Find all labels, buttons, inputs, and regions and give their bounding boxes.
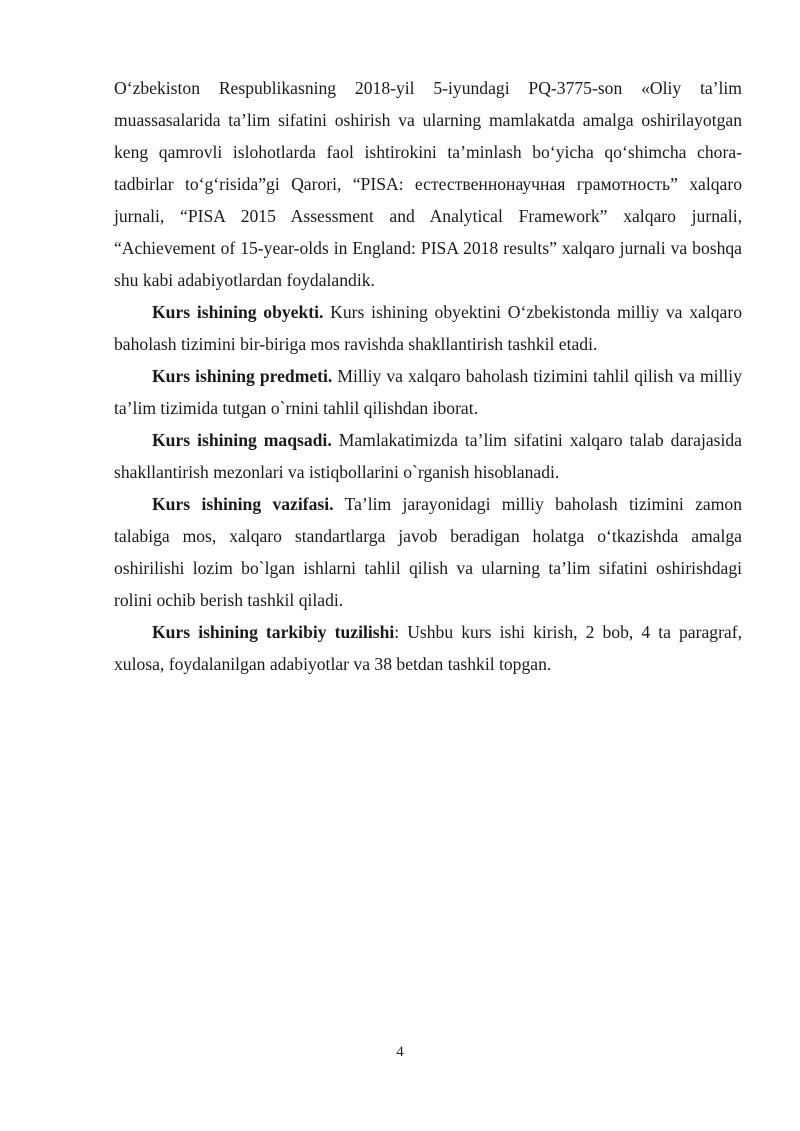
section-object <box>114 296 742 360</box>
section-task <box>114 488 742 616</box>
section-text: Kurs ishining obyektini O‘zbekistonda milliy va xalqaro baholash tizimini bir-biriga mos ravishda shakllantirish tashkil etadi. <box>114 302 742 354</box>
section-heading: Kurs ishining tarkibiy tuzilishi <box>152 622 395 642</box>
document-page <box>114 72 742 680</box>
section-text: Milliy va xalqaro baholash tizimini tahlil qilish va milliy ta’lim tizimida tutgan o`rnini tahlil qilishdan iborat. <box>114 366 742 418</box>
section-text: Ta’lim jarayonidagi milliy baholash tizimini zamon talabiga mos, xalqaro standartlarga javob beradigan holatga o‘tkazishda amalga oshirilishi lozim bo`lgan ishlarni tahlil qilish va ularning ta’lim sifatini oshirishdagi rolini ochib berish tashkil qiladi. <box>114 494 743 610</box>
intro-paragraph: O‘zbekiston Respublikasning 2018-yil 5-iyundagi PQ-3775-son «Oliy ta’lim muassasalarida ta’lim sifatini oshirish va ularning mamlakatda amalga oshirilayotgan keng qamrovli islohotlarda faol ishtirokini ta’minlash bo‘yicha qo‘shimcha chora-tadbirlar to‘g‘risida”gi Qarori, “PISA: естественнонаучная грамотность” xalqaro jurnali, “PISA 2015 Assessment and Analytical Framework” xalqaro jurnali, “Achievement of 15-year-olds in England: PISA 2018 results” xalqaro jurnali va boshqa shu kabi adabiyotlardan foydalandik. <box>114 78 742 290</box>
section-heading: Kurs ishining vazifasi. <box>152 494 334 514</box>
page-number: 4 <box>396 1044 404 1060</box>
section-text: : Ushbu kurs ishi kirish, 2 bob, 4 ta paragraf, xulosa, foydalanilgan adabiyotlar va 38 betdan tashkil topgan. <box>114 622 742 674</box>
section-heading: Kurs ishining obyekti. <box>152 302 324 322</box>
section-goal <box>114 424 742 488</box>
section-subject <box>114 360 742 424</box>
section-heading: Kurs ishining maqsadi. <box>152 430 332 450</box>
section-text: Mamlakatimizda ta’lim sifatini xalqaro talab darajasida shakllantirish mezonlari va istiqbollarini o`rganish hisoblanadi. <box>114 430 742 482</box>
section-structure <box>114 616 742 680</box>
section-heading: Kurs ishining predmeti. <box>152 366 333 386</box>
